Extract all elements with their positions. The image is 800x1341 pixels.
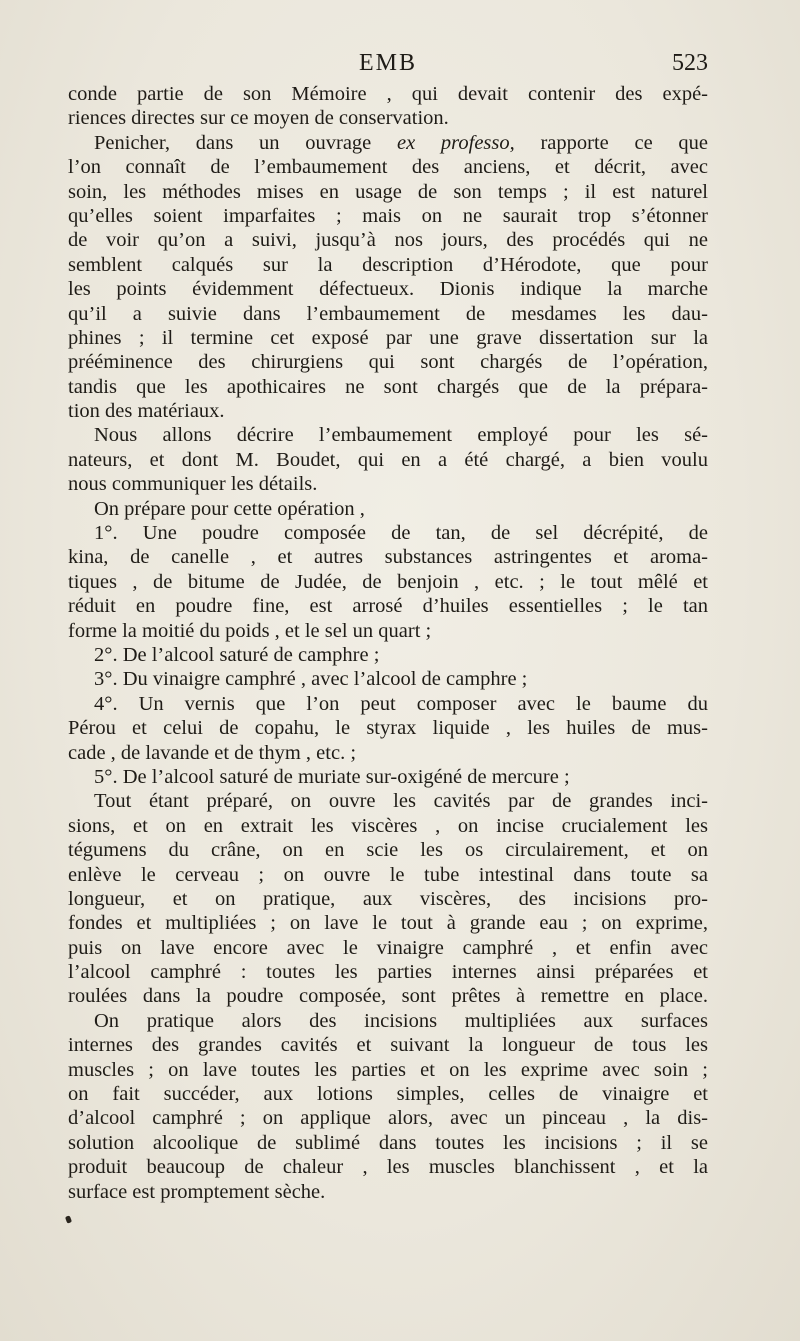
text-line: 2°. De l’alcool saturé de camphre ;	[94, 643, 380, 666]
text-line: l’on connaît de l’embaumement des anciens, et décrit, avec	[68, 156, 708, 179]
text-line: puis on lave encore avec le vinaigre camphré , et enfin avec	[68, 936, 708, 959]
text-line: semblent calqués sur la description d’Hérodote, que pour	[68, 253, 708, 276]
text-line: soin, les méthodes mises en usage de son temps ; il est naturel	[68, 180, 708, 203]
text-line: réduit en poudre fine, est arrosé d’huiles essentielles ; le tan	[68, 595, 708, 618]
page-header	[68, 50, 708, 84]
text-segment: rapporte ce que	[514, 131, 708, 154]
text-line: cade , de lavande et de thym , etc. ;	[68, 741, 357, 764]
text-line: Nous allons décrire l’embaumement employé pour les sé-	[94, 424, 708, 447]
text-line: phines ; il termine cet exposé par une grave dissertation sur la	[68, 326, 708, 349]
text-line: forme la moitié du poids , et le sel un quart ;	[68, 619, 432, 642]
text-line: riences directes sur ce moyen de conservation.	[68, 107, 449, 130]
text-line: 1°. Une poudre composée de tan, de sel décrépité, de	[94, 522, 708, 545]
text-line: qu’il a suivie dans l’embaumement de mesdames les dau-	[68, 302, 708, 325]
text-line: de voir qu’on a suivi, jusqu’à nos jours, des procédés qui ne	[68, 229, 708, 252]
text-line: produit beaucoup de chaleur , les muscles blanchissent , et la	[68, 1156, 708, 1179]
text-line: nateurs, et dont M. Boudet, qui en a été chargé, a bien voulu	[68, 448, 708, 471]
text-line: prééminence des chirurgiens qui sont chargés de l’opération,	[68, 351, 708, 374]
text-line: les points évidemment défectueux. Dionis indique la marche	[68, 278, 708, 301]
text-line: d’alcool camphré ; on applique alors, avec un pinceau , la dis-	[68, 1107, 708, 1130]
text-line: internes des grandes cavités et suivant la longueur de tous les	[68, 1034, 708, 1057]
body-text	[68, 82, 708, 1204]
text-line: Pérou et celui de copahu, le styrax liquide , les huiles de mus-	[68, 717, 708, 740]
text-line: 5°. De l’alcool saturé de muriate sur-oxigéné de mercure ;	[94, 765, 570, 788]
text-line: fondes et multipliées ; on lave le tout à grande eau ; on exprime,	[68, 912, 708, 935]
page-number: 523	[672, 50, 708, 76]
text-line: qu’elles soient imparfaites ; mais on ne saurait trop s’étonner	[68, 204, 708, 227]
running-head: EMB	[358, 50, 417, 76]
text-line: tion des matériaux.	[68, 400, 225, 423]
text-line: l’alcool camphré : toutes les parties internes ainsi préparées et	[68, 961, 708, 984]
text-line: tandis que les apothicaires ne sont chargés que de la prépara-	[68, 375, 708, 398]
text-line: tiques , de bitume de Judée, de benjoin , etc. ; le tout mêlé et	[68, 570, 708, 593]
text-line: On prépare pour cette opération ,	[94, 497, 365, 520]
text-line: sions, et on en extrait les viscères , on incise crucialement les	[68, 814, 708, 837]
text-line: muscles ; on lave toutes les parties et on les exprime avec soin ;	[68, 1058, 708, 1081]
ink-speck	[65, 1215, 72, 1223]
text-line: 4°. Un vernis que l’on peut composer avec le baume du	[94, 692, 708, 715]
text-line: surface est promptement sèche.	[68, 1180, 326, 1203]
text-line: Tout étant préparé, on ouvre les cavités par de grandes inci-	[94, 790, 708, 813]
text-line: roulées dans la poudre composée, sont prêtes à remettre en place.	[68, 985, 708, 1008]
italic-phrase: ex professo,	[397, 131, 515, 154]
text-line: conde partie de son Mémoire , qui devait contenir des expé-	[68, 83, 708, 105]
text-line	[68, 131, 708, 155]
text-segment: Penicher, dans un ouvrage	[94, 131, 397, 154]
text-line: On pratique alors des incisions multipliées aux surfaces	[94, 1009, 708, 1032]
text-line: kina, de canelle , et autres substances astringentes et aroma-	[68, 546, 708, 569]
text-line: on fait succéder, aux lotions simples, celles de vinaigre et	[68, 1083, 708, 1106]
text-line: enlève le cerveau ; on ouvre le tube intestinal dans toute sa	[68, 863, 708, 886]
text-line: solution alcoolique de sublimé dans toutes les incisions ; il se	[68, 1131, 708, 1154]
text-line: 3°. Du vinaigre camphré , avec l’alcool de camphre ;	[94, 668, 528, 691]
text-line: nous communiquer les détails.	[68, 473, 318, 496]
text-line: longueur, et on pratique, aux viscères, des incisions pro-	[68, 887, 708, 910]
text-line: tégumens du crâne, on en scie les os circulairement, et on	[68, 839, 708, 862]
